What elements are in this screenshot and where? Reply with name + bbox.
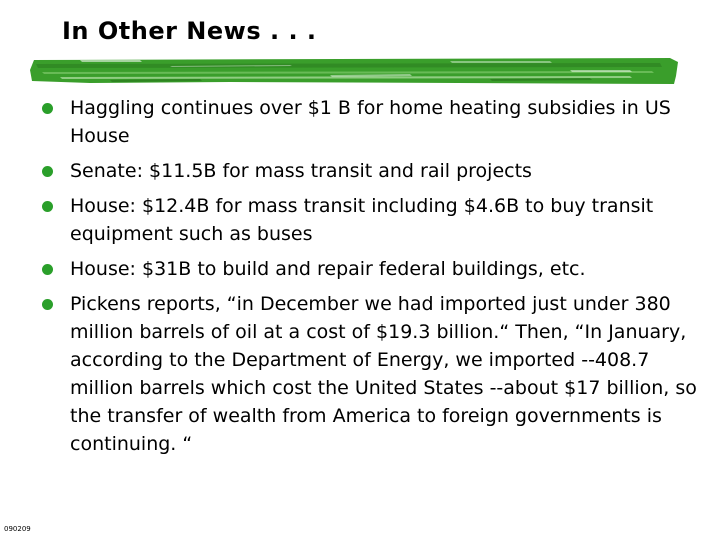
bullet-text: Haggling continues over $1 B for home heating subsidies in US House — [70, 97, 671, 147]
bullet-item — [40, 157, 700, 185]
bullet-dot-icon — [42, 166, 53, 177]
bullet-dot-icon — [42, 103, 53, 114]
bullet-dot-icon — [42, 201, 53, 212]
bullet-item — [40, 290, 700, 458]
bullet-text: Senate: $11.5B for mass transit and rail projects — [70, 160, 532, 182]
bullet-text: Pickens reports, “in December we had imported just under 380 million barrels of oil at a cost of $19.3 billion.“ Then, “In January, according to the Department of Energy, we imported --408.7 million barrels which cost the United States --about $17 billion, so the transfer of wealth from America to foreign governments is continuing. “ — [70, 293, 697, 455]
bullet-item — [40, 255, 700, 283]
bullet-text: House: $31B to build and repair federal buildings, etc. — [70, 258, 586, 280]
footer-code: 090209 — [4, 525, 31, 533]
bullet-dot-icon — [42, 264, 53, 275]
bullet-text: House: $12.4B for mass transit including $4.6B to buy transit equipment such as buses — [70, 195, 654, 245]
bullet-item — [40, 192, 700, 248]
bullet-item — [40, 94, 700, 150]
green-brush-bar — [30, 54, 680, 86]
bullet-list — [40, 94, 700, 465]
slide-title: In Other News . . . — [62, 17, 317, 45]
bullet-dot-icon — [42, 299, 53, 310]
